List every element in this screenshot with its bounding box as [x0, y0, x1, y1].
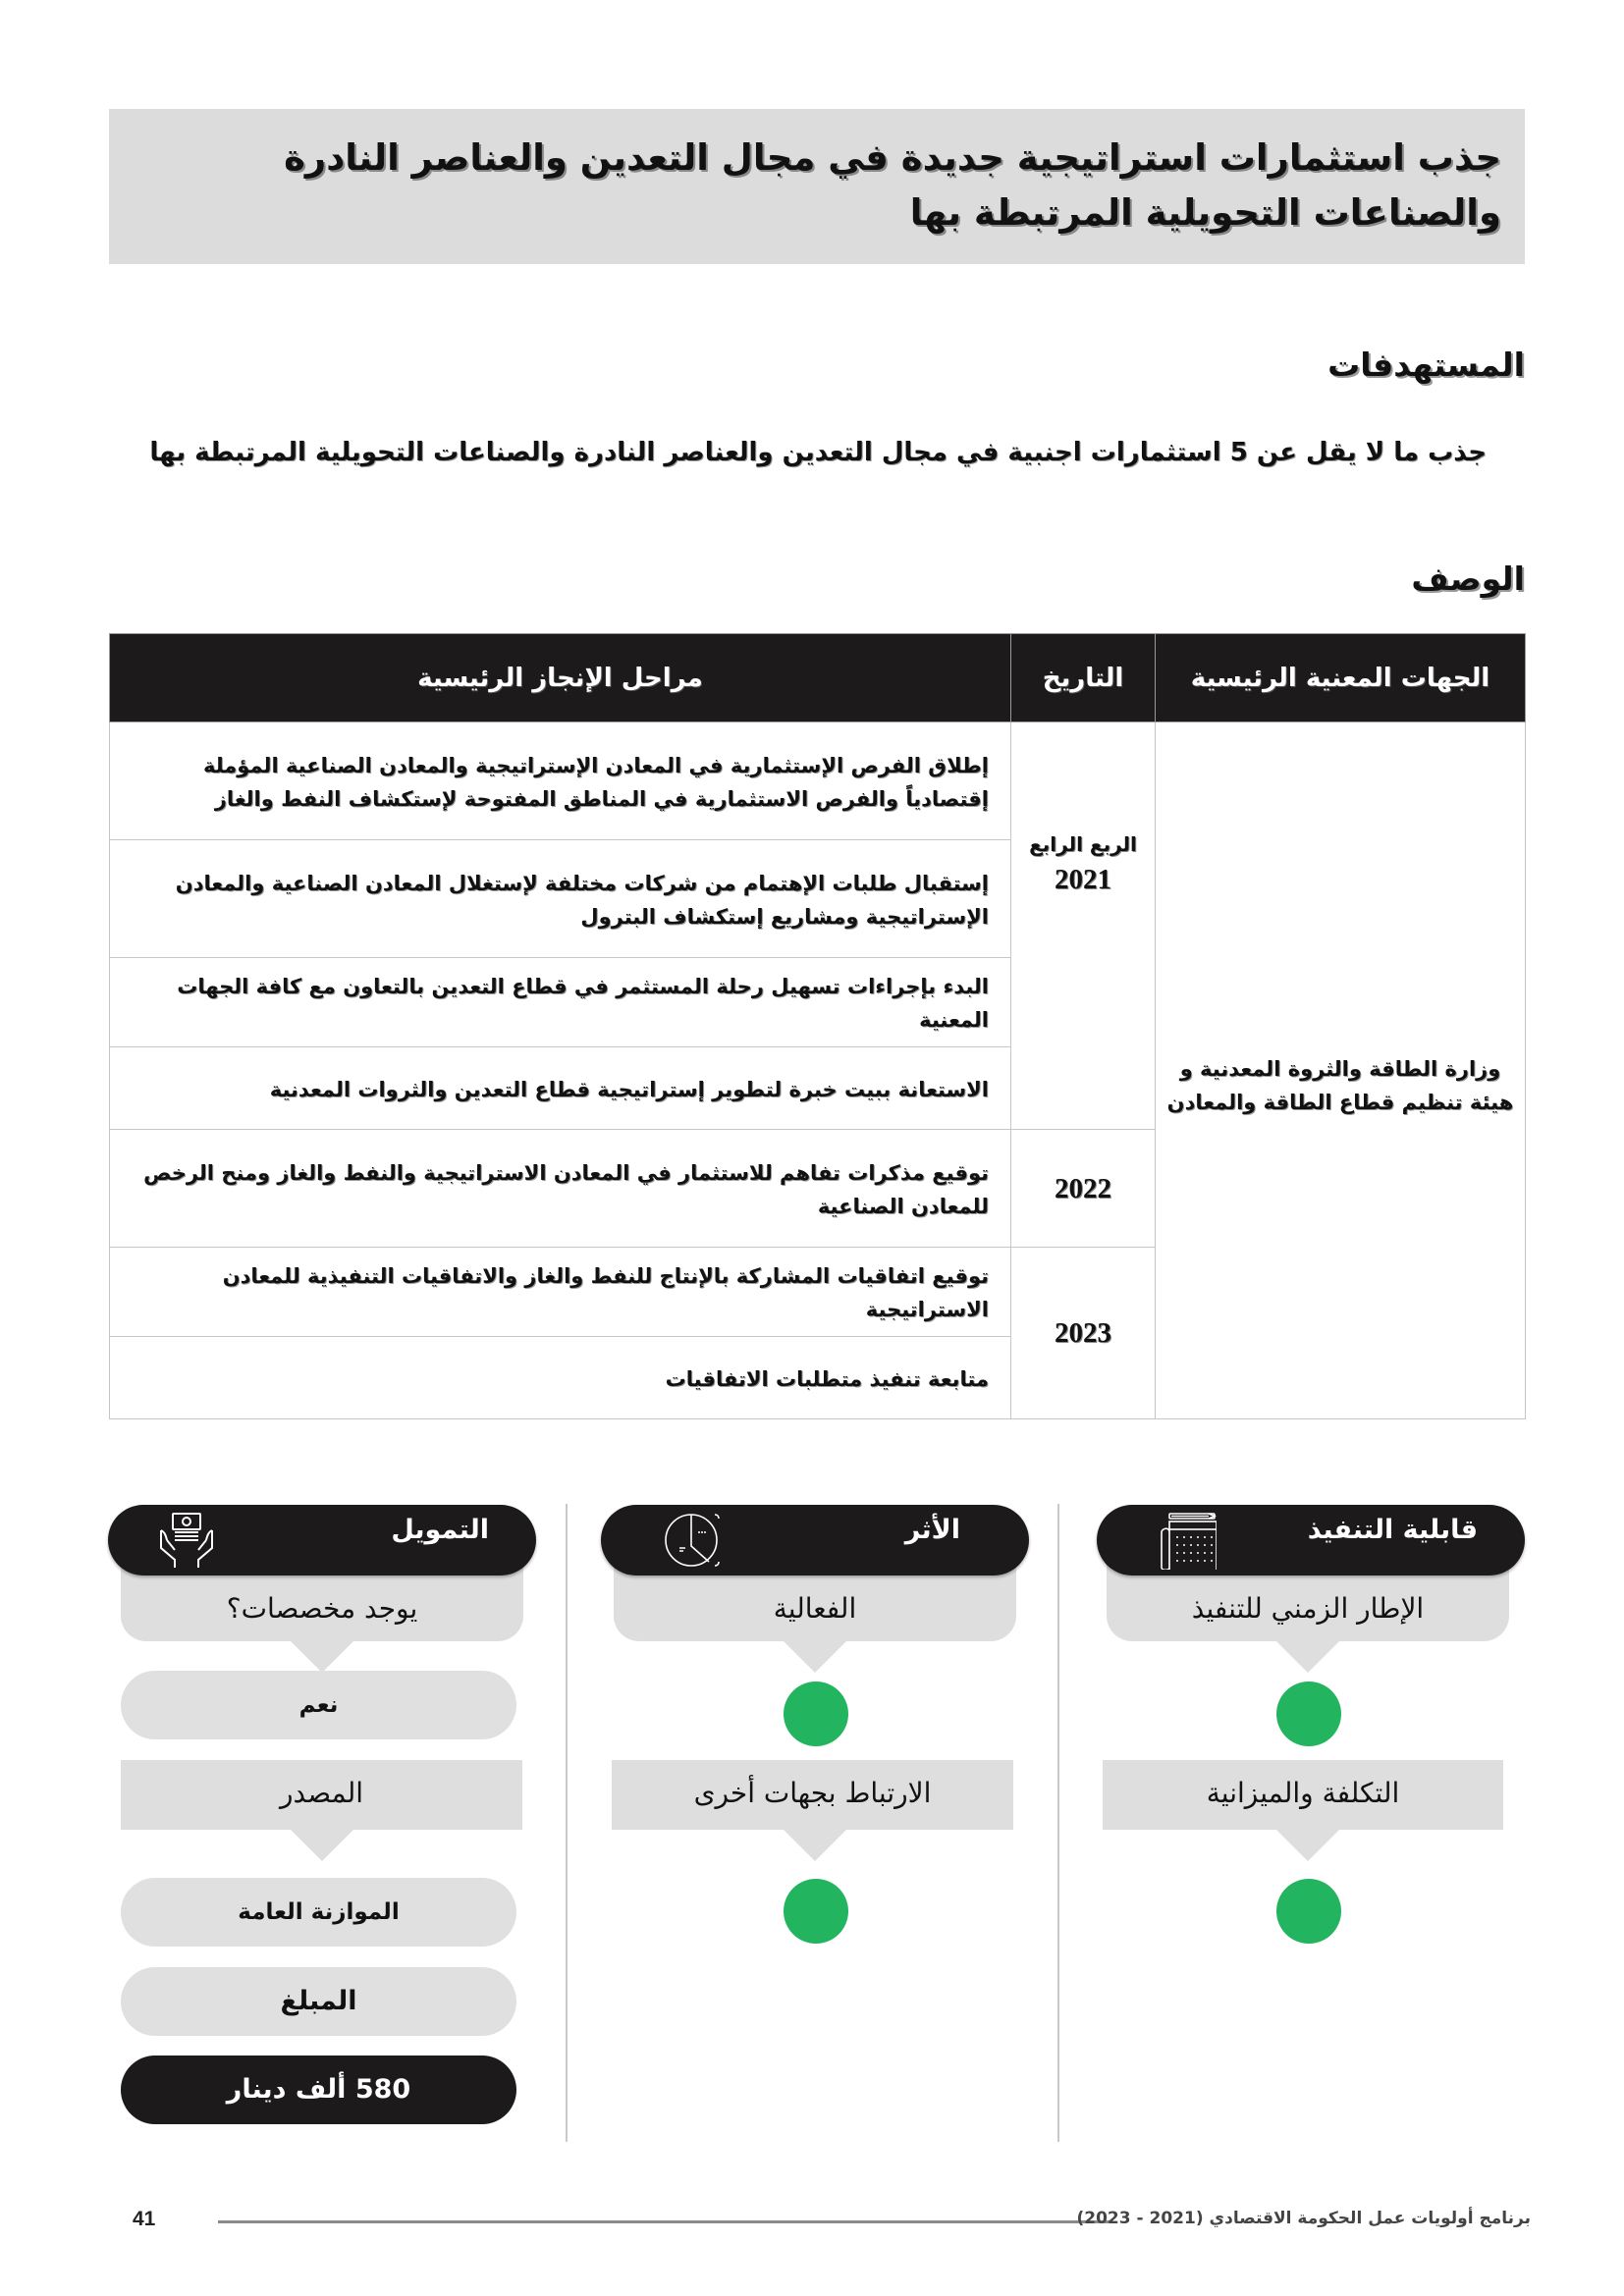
amount-label: المبلغ [121, 1967, 516, 2036]
arrow-down [784, 1830, 846, 1861]
column-header-milestones: مراحل الإنجاز الرئيسية [110, 634, 1011, 722]
milestone-cell: إطلاق الفرص الإستثمارية في المعادن الإستراتيجية والمعادن الصناعية المؤملة إقتصادياً والفرص الاستثمارية في المناطق المفتوحة لإستكشاف النفط والغاز [110, 722, 1011, 840]
date-quarter-label: الربع الرابع [1029, 832, 1137, 856]
clock-chart-icon [664, 1511, 723, 1570]
allocations-answer: نعم [121, 1671, 516, 1739]
arrow-down [784, 1641, 846, 1673]
hands-money-icon [157, 1511, 216, 1570]
amount-value: 580 ألف دينار [121, 2056, 516, 2124]
milestone-cell: متابعة تنفيذ متطلبات الاتفاقيات [110, 1337, 1011, 1419]
funding-title: التمويل [391, 1515, 489, 1545]
source-label: المصدر [121, 1760, 522, 1830]
status-dot-linkage [784, 1879, 848, 1944]
arrow-down [1276, 1641, 1339, 1673]
targets-heading: المستهدفات [1327, 346, 1525, 384]
arrow-down [1276, 1830, 1339, 1861]
arrow-down [291, 1830, 353, 1861]
linkage-label: الارتباط بجهات أخرى [612, 1760, 1013, 1830]
funding-header [108, 1505, 536, 1575]
column-header-entities: الجهات المعنية الرئيسية [1156, 634, 1526, 722]
date-cell-2022: 2022 [1011, 1130, 1156, 1248]
table-row [110, 722, 1526, 840]
status-dot-effectiveness [784, 1682, 848, 1746]
calendar-planner-icon [1158, 1511, 1217, 1570]
milestones-table [109, 633, 1526, 1419]
targets-text: جذب ما لا يقل عن 5 استثمارات اجنبية في مجال التعدين والعناصر النادرة والصناعات التحويلية المرتبطة بها [149, 438, 1487, 467]
status-dot-cost [1276, 1879, 1341, 1944]
date-cell-2023: 2023 [1011, 1248, 1156, 1419]
column-divider [1057, 1504, 1059, 2142]
source-value: الموازنة العامة [121, 1878, 516, 1947]
feasibility-title: قابلية التنفيذ [1307, 1515, 1478, 1545]
impact-header [601, 1505, 1029, 1575]
arrow-down [291, 1641, 353, 1673]
date-year: 2021 [1055, 864, 1111, 895]
description-heading: الوصف [1411, 560, 1525, 598]
effectiveness-label: الفعالية [614, 1561, 1016, 1641]
entities-cell: وزارة الطاقة والثروة المعدنية و هيئة تنظيم قطاع الطاقة والمعادن [1156, 722, 1526, 1419]
milestone-cell: توقيع اتفاقيات المشاركة بالإنتاج للنفط والغاز والاتفاقيات التنفيذية للمعادن الاستراتيجية [110, 1248, 1011, 1337]
title-banner [109, 109, 1525, 264]
milestone-cell: توقيع مذكرات تفاهم للاستثمار في المعادن الاستراتيجية والنفط والغاز ومنح الرخص للمعادن الصناعية [110, 1130, 1011, 1248]
milestone-cell: الاستعانة ببيت خبرة لتطوير إستراتيجية قطاع التعدين والثروات المعدنية [110, 1047, 1011, 1130]
column-header-date: التاريخ [1011, 634, 1156, 722]
impact-title: الأثر [904, 1515, 960, 1545]
timeframe-label: الإطار الزمني للتنفيذ [1107, 1561, 1509, 1641]
milestone-cell: البدء بإجراءات تسهيل رحلة المستثمر في قطاع التعدين بالتعاون مع كافة الجهات المعنية [110, 958, 1011, 1047]
page-title: جذب استثمارات استراتيجية جديدة في مجال التعدين والعناصر النادرة والصناعات التحويلية المرتبطة بها [284, 136, 1501, 234]
cost-budget-label: التكلفة والميزانية [1103, 1760, 1503, 1830]
status-dot-timeframe [1276, 1682, 1341, 1746]
feasibility-header [1097, 1505, 1525, 1575]
footer-title: برنامج أولويات عمل الحكومة الاقتصادي (2021 - 2023) [1076, 2209, 1531, 2228]
date-cell-2021 [1011, 722, 1156, 1130]
page-number: 41 [133, 2208, 156, 2230]
milestone-cell: إستقبال طلبات الإهتمام من شركات مختلفة لإستغلال المعادن الصناعية والمعادن الإستراتيجية ومشاريع إستكشاف البترول [110, 840, 1011, 958]
column-divider [566, 1504, 568, 2142]
allocations-question: يوجد مخصصات؟ [121, 1561, 523, 1641]
table-header-row [110, 634, 1526, 722]
footer-divider [218, 2220, 1111, 2223]
